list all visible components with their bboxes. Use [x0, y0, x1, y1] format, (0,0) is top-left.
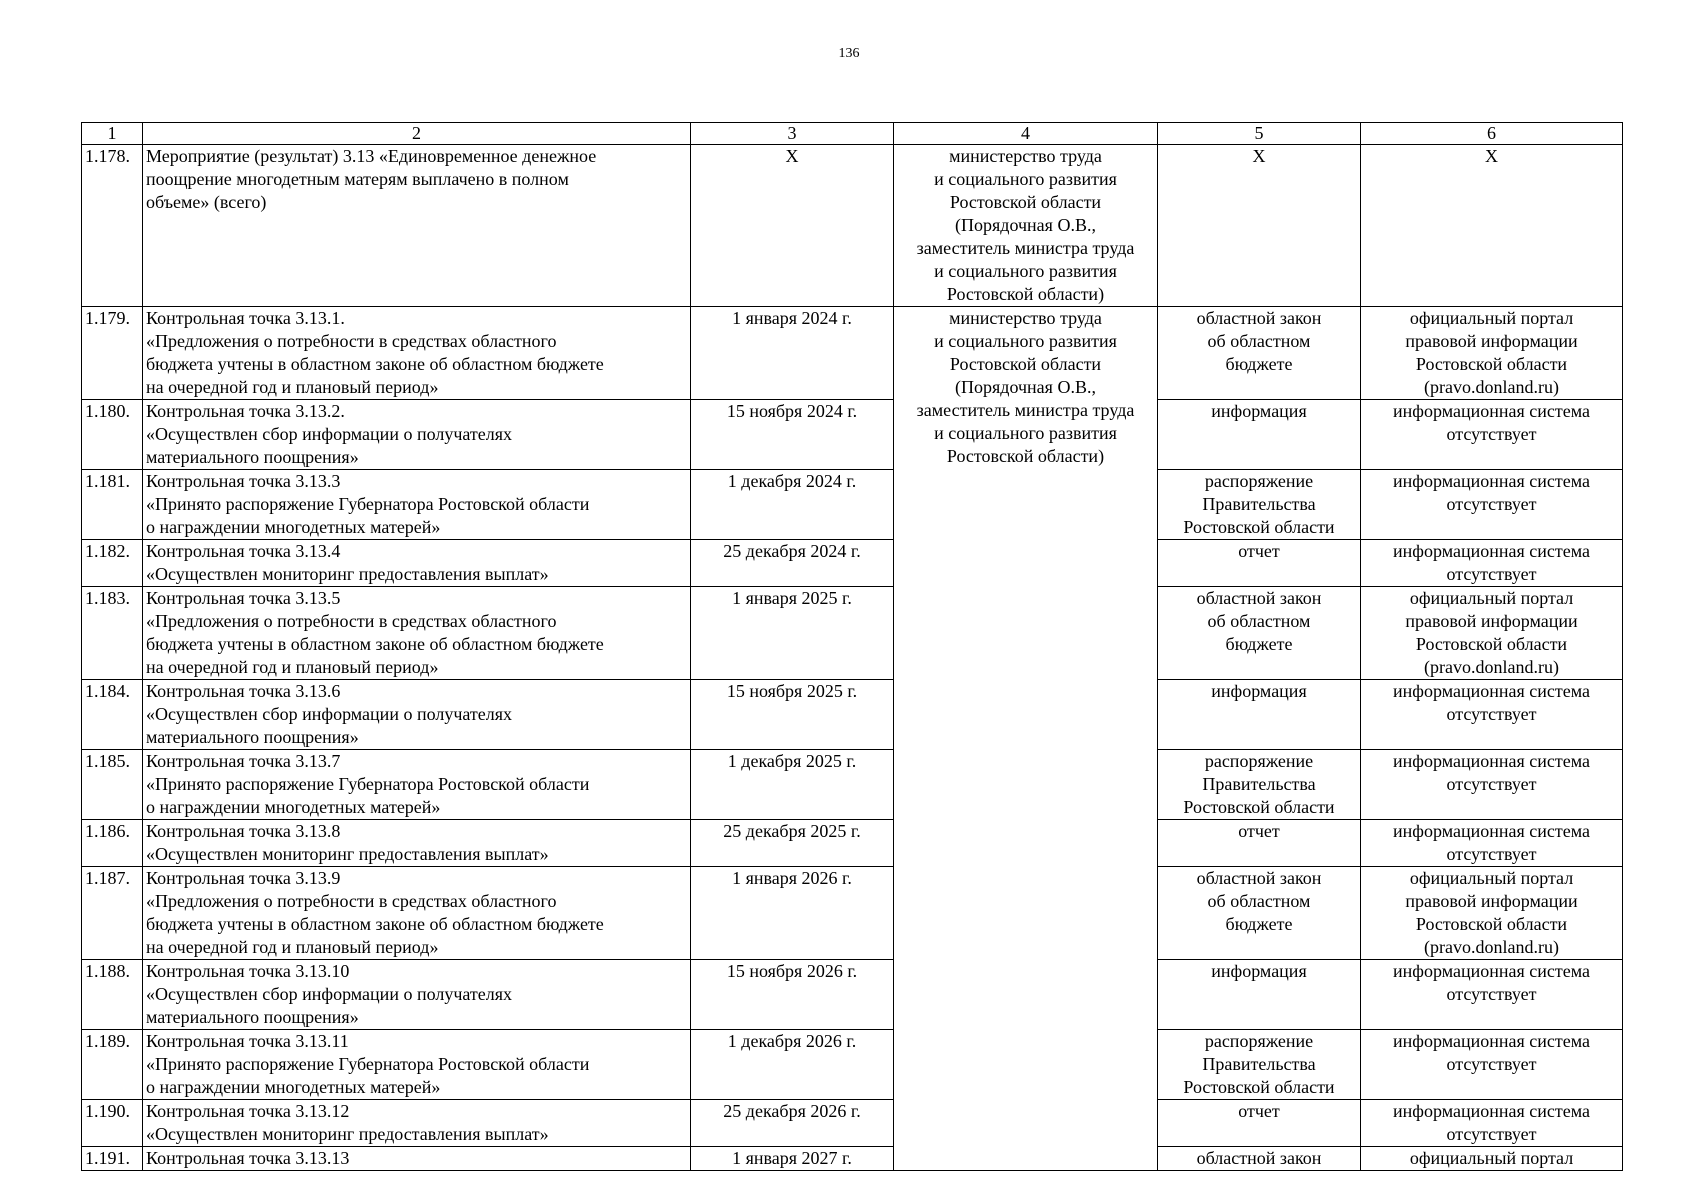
description-line: Контрольная точка 3.13.11	[146, 1031, 349, 1051]
row-description	[143, 680, 691, 750]
description-line: о награждении многодетных матерей»	[146, 1077, 441, 1097]
table-row	[82, 1030, 1623, 1100]
row-description	[143, 145, 691, 307]
source-line: Ростовской области	[1415, 634, 1568, 654]
document-line: областной закон	[1196, 1148, 1322, 1168]
responsible-line: (Порядочная О.В.,	[955, 215, 1096, 235]
column-number-4: 4	[894, 123, 1158, 145]
description-line: «Осуществлен мониторинг предоставления выплат»	[146, 564, 549, 584]
table-row	[82, 820, 1623, 867]
row-date: 1 января 2025 г.	[691, 587, 894, 680]
row-document-type	[1158, 470, 1361, 540]
responsible-line: Ростовской области	[949, 354, 1102, 374]
source-line: отсутствует	[1446, 984, 1537, 1004]
description-line: «Принято распоряжение Губернатора Ростовской области	[146, 1054, 590, 1074]
source-line: Х	[1485, 146, 1498, 166]
row-description	[143, 750, 691, 820]
row-document-type	[1158, 1100, 1361, 1147]
table-row	[82, 680, 1623, 750]
row-description	[143, 960, 691, 1030]
row-date: 1 января 2026 г.	[691, 867, 894, 960]
document-line: Ростовской области	[1183, 1077, 1335, 1097]
row-info-source	[1361, 540, 1623, 587]
row-info-source	[1361, 307, 1623, 400]
description-line: Контрольная точка 3.13.3	[146, 471, 341, 491]
page-number: 136	[838, 46, 860, 61]
document-line: бюджете	[1225, 634, 1293, 654]
document-line: об областном	[1207, 891, 1311, 911]
source-line: (pravo.donland.ru)	[1424, 657, 1559, 677]
row-info-source	[1361, 680, 1623, 750]
table-row	[82, 145, 1623, 307]
table-row	[82, 587, 1623, 680]
source-line: информационная система	[1393, 541, 1590, 561]
description-line: о награждении многодетных матерей»	[146, 797, 441, 817]
description-line: Контрольная точка 3.13.7	[146, 751, 341, 771]
row-description	[143, 307, 691, 400]
source-line: отсутствует	[1446, 1054, 1537, 1074]
row-document-type	[1158, 145, 1361, 307]
responsible-line: Ростовской области)	[946, 284, 1105, 304]
table-row	[82, 540, 1623, 587]
document-line: отчет	[1238, 1101, 1280, 1121]
source-line: отсутствует	[1446, 774, 1537, 794]
description-line: Контрольная точка 3.13.10	[146, 961, 350, 981]
description-line: «Осуществлен сбор информации о получателях	[146, 424, 513, 444]
document-line: распоряжение	[1204, 1031, 1314, 1051]
row-date: 15 ноября 2025 г.	[691, 680, 894, 750]
row-number: 1.188.	[82, 960, 143, 1030]
row-description	[143, 1030, 691, 1100]
row-description	[143, 820, 691, 867]
row-date: 15 ноября 2026 г.	[691, 960, 894, 1030]
source-line: (pravo.donland.ru)	[1424, 937, 1559, 957]
document-line: Х	[1252, 146, 1266, 166]
row-info-source	[1361, 1030, 1623, 1100]
description-line: «Предложения о потребности в средствах областного	[146, 331, 557, 351]
row-document-type	[1158, 680, 1361, 750]
document-line: информация	[1211, 681, 1307, 701]
row-description	[143, 400, 691, 470]
description-line: «Осуществлен сбор информации о получателях	[146, 984, 513, 1004]
source-line: информационная система	[1393, 1101, 1590, 1121]
column-number-row	[82, 123, 1623, 145]
row-document-type	[1158, 540, 1361, 587]
description-line: Контрольная точка 3.13.6	[146, 681, 341, 701]
source-line: правовой информации	[1405, 331, 1578, 351]
responsible-line: Ростовской области	[949, 192, 1102, 212]
document-line: областной закон	[1196, 588, 1322, 608]
column-number-5: 5	[1158, 123, 1361, 145]
row-date: 25 декабря 2026 г.	[691, 1100, 894, 1147]
responsible-merged-cell	[894, 307, 1158, 1171]
column-number-3: 3	[691, 123, 894, 145]
document-line: бюджете	[1225, 354, 1293, 374]
responsible-line: министерство труда	[949, 308, 1102, 328]
source-line: информационная система	[1393, 1031, 1590, 1051]
row-info-source	[1361, 960, 1623, 1030]
row-number: 1.182.	[82, 540, 143, 587]
source-line: отсутствует	[1446, 844, 1537, 864]
source-line: Ростовской области	[1415, 354, 1568, 374]
table-row	[82, 1100, 1623, 1147]
row-date: 1 декабря 2026 г.	[691, 1030, 894, 1100]
row-date: 25 декабря 2024 г.	[691, 540, 894, 587]
responsible-line: заместитель министра труда	[916, 238, 1135, 258]
document-line: областной закон	[1196, 868, 1322, 888]
row-date: 1 декабря 2025 г.	[691, 750, 894, 820]
document-line: Ростовской области	[1183, 797, 1335, 817]
description-line: Контрольная точка 3.13.13	[146, 1148, 350, 1168]
document-line: отчет	[1238, 541, 1280, 561]
document-line: распоряжение	[1204, 471, 1314, 491]
responsible-line: и социального развития	[934, 331, 1117, 351]
responsible-line: (Порядочная О.В.,	[955, 377, 1096, 397]
document-line: Ростовской области	[1183, 517, 1335, 537]
document-line: информация	[1211, 401, 1307, 421]
description-line: материального поощрения»	[146, 1007, 359, 1027]
document-line: Правительства	[1202, 494, 1316, 514]
row-number: 1.190.	[82, 1100, 143, 1147]
document-line: Правительства	[1202, 774, 1316, 794]
row-info-source	[1361, 1147, 1623, 1171]
row-number: 1.178.	[82, 145, 143, 307]
description-line: Контрольная точка 3.13.12	[146, 1101, 350, 1121]
row-number: 1.191.	[82, 1147, 143, 1171]
description-line: Контрольная точка 3.13.4	[146, 541, 341, 561]
description-line: поощрение многодетным матерям выплачено в полном	[146, 169, 569, 189]
row-document-type	[1158, 400, 1361, 470]
description-line: материального поощрения»	[146, 727, 359, 747]
column-number-1: 1	[82, 123, 143, 145]
table-row	[82, 400, 1623, 470]
source-line: информационная система	[1393, 751, 1590, 771]
description-line: Контрольная точка 3.13.1.	[146, 308, 345, 328]
description-line: Контрольная точка 3.13.9	[146, 868, 341, 888]
description-line: материального поощрения»	[146, 447, 359, 467]
row-document-type	[1158, 307, 1361, 400]
row-description	[143, 1100, 691, 1147]
row-number: 1.184.	[82, 680, 143, 750]
row-info-source	[1361, 820, 1623, 867]
description-line: «Принято распоряжение Губернатора Ростовской области	[146, 494, 590, 514]
document-line: об областном	[1207, 611, 1311, 631]
row-description	[143, 867, 691, 960]
row-description	[143, 587, 691, 680]
description-line: Мероприятие (результат) 3.13 «Единовременное денежное	[146, 146, 597, 166]
source-line: правовой информации	[1405, 611, 1578, 631]
row-info-source	[1361, 867, 1623, 960]
row-number: 1.189.	[82, 1030, 143, 1100]
row-date: 25 декабря 2025 г.	[691, 820, 894, 867]
events-table	[81, 122, 1623, 1171]
description-line: бюджета учтены в областном законе об областном бюджете	[146, 634, 604, 654]
responsible-line: заместитель министра труда	[916, 400, 1135, 420]
description-line: бюджета учтены в областном законе об областном бюджете	[146, 914, 604, 934]
description-line: Контрольная точка 3.13.8	[146, 821, 341, 841]
row-date: 15 ноября 2024 г.	[691, 400, 894, 470]
description-line: бюджета учтены в областном законе об областном бюджете	[146, 354, 604, 374]
row-number: 1.186.	[82, 820, 143, 867]
source-line: информационная система	[1393, 821, 1590, 841]
source-line: информационная система	[1393, 961, 1590, 981]
source-line: Ростовской области	[1415, 914, 1568, 934]
responsible-line: и социального развития	[934, 169, 1117, 189]
responsible-line: министерство труда	[949, 146, 1102, 166]
row-number: 1.181.	[82, 470, 143, 540]
row-number: 1.185.	[82, 750, 143, 820]
source-line: отсутствует	[1446, 704, 1537, 724]
row-number: 1.180.	[82, 400, 143, 470]
row-info-source	[1361, 400, 1623, 470]
document-line: об областном	[1207, 331, 1311, 351]
table-row	[82, 307, 1623, 400]
source-line: официальный портал	[1409, 308, 1574, 328]
source-line: (pravo.donland.ru)	[1424, 377, 1559, 397]
description-line: Контрольная точка 3.13.5	[146, 588, 341, 608]
description-line: «Предложения о потребности в средствах областного	[146, 611, 557, 631]
description-line: «Предложения о потребности в средствах областного	[146, 891, 557, 911]
row-document-type	[1158, 1030, 1361, 1100]
source-line: информационная система	[1393, 401, 1590, 421]
row-document-type	[1158, 867, 1361, 960]
row-document-type	[1158, 750, 1361, 820]
source-line: официальный портал	[1409, 1148, 1574, 1168]
row-document-type	[1158, 587, 1361, 680]
description-line: Контрольная точка 3.13.2.	[146, 401, 345, 421]
row-responsible	[894, 145, 1158, 307]
row-description	[143, 540, 691, 587]
table-row	[82, 867, 1623, 960]
source-line: отсутствует	[1446, 1124, 1537, 1144]
description-line: объеме» (всего)	[146, 192, 267, 212]
row-description	[143, 470, 691, 540]
responsible-line: Ростовской области)	[946, 446, 1105, 466]
row-document-type	[1158, 820, 1361, 867]
table-row	[82, 1147, 1623, 1171]
row-date: 1 января 2027 г.	[691, 1147, 894, 1171]
description-line: «Осуществлен мониторинг предоставления выплат»	[146, 844, 549, 864]
source-line: отсутствует	[1446, 424, 1537, 444]
source-line: официальный портал	[1409, 868, 1574, 888]
document-line: распоряжение	[1204, 751, 1314, 771]
row-number: 1.179.	[82, 307, 143, 400]
row-number: 1.187.	[82, 867, 143, 960]
row-date: 1 января 2024 г.	[691, 307, 894, 400]
row-document-type	[1158, 960, 1361, 1030]
row-info-source	[1361, 587, 1623, 680]
row-date: Х	[691, 145, 894, 307]
source-line: отсутствует	[1446, 564, 1537, 584]
document-line: бюджете	[1225, 914, 1293, 934]
row-info-source	[1361, 145, 1623, 307]
source-line: правовой информации	[1405, 891, 1578, 911]
table-row	[82, 470, 1623, 540]
description-line: «Осуществлен мониторинг предоставления выплат»	[146, 1124, 549, 1144]
responsible-line: и социального развития	[934, 423, 1117, 443]
row-date: 1 декабря 2024 г.	[691, 470, 894, 540]
document-line: Правительства	[1202, 1054, 1316, 1074]
row-info-source	[1361, 470, 1623, 540]
description-line: о награждении многодетных матерей»	[146, 517, 441, 537]
description-line: на очередной год и плановый период»	[146, 377, 439, 397]
column-number-2: 2	[143, 123, 691, 145]
source-line: официальный портал	[1409, 588, 1574, 608]
source-line: отсутствует	[1446, 494, 1537, 514]
row-number: 1.183.	[82, 587, 143, 680]
column-number-6: 6	[1361, 123, 1623, 145]
row-info-source	[1361, 1100, 1623, 1147]
table-row	[82, 750, 1623, 820]
row-description	[143, 1147, 691, 1171]
table-row	[82, 960, 1623, 1030]
document-line: отчет	[1238, 821, 1280, 841]
document-line: информация	[1211, 961, 1307, 981]
source-line: информационная система	[1393, 681, 1590, 701]
document-line: областной закон	[1196, 308, 1322, 328]
responsible-line: и социального развития	[934, 261, 1117, 281]
description-line: «Принято распоряжение Губернатора Ростовской области	[146, 774, 590, 794]
description-line: на очередной год и плановый период»	[146, 937, 439, 957]
source-line: информационная система	[1393, 471, 1590, 491]
description-line: на очередной год и плановый период»	[146, 657, 439, 677]
description-line: «Осуществлен сбор информации о получателях	[146, 704, 513, 724]
row-info-source	[1361, 750, 1623, 820]
row-document-type	[1158, 1147, 1361, 1171]
